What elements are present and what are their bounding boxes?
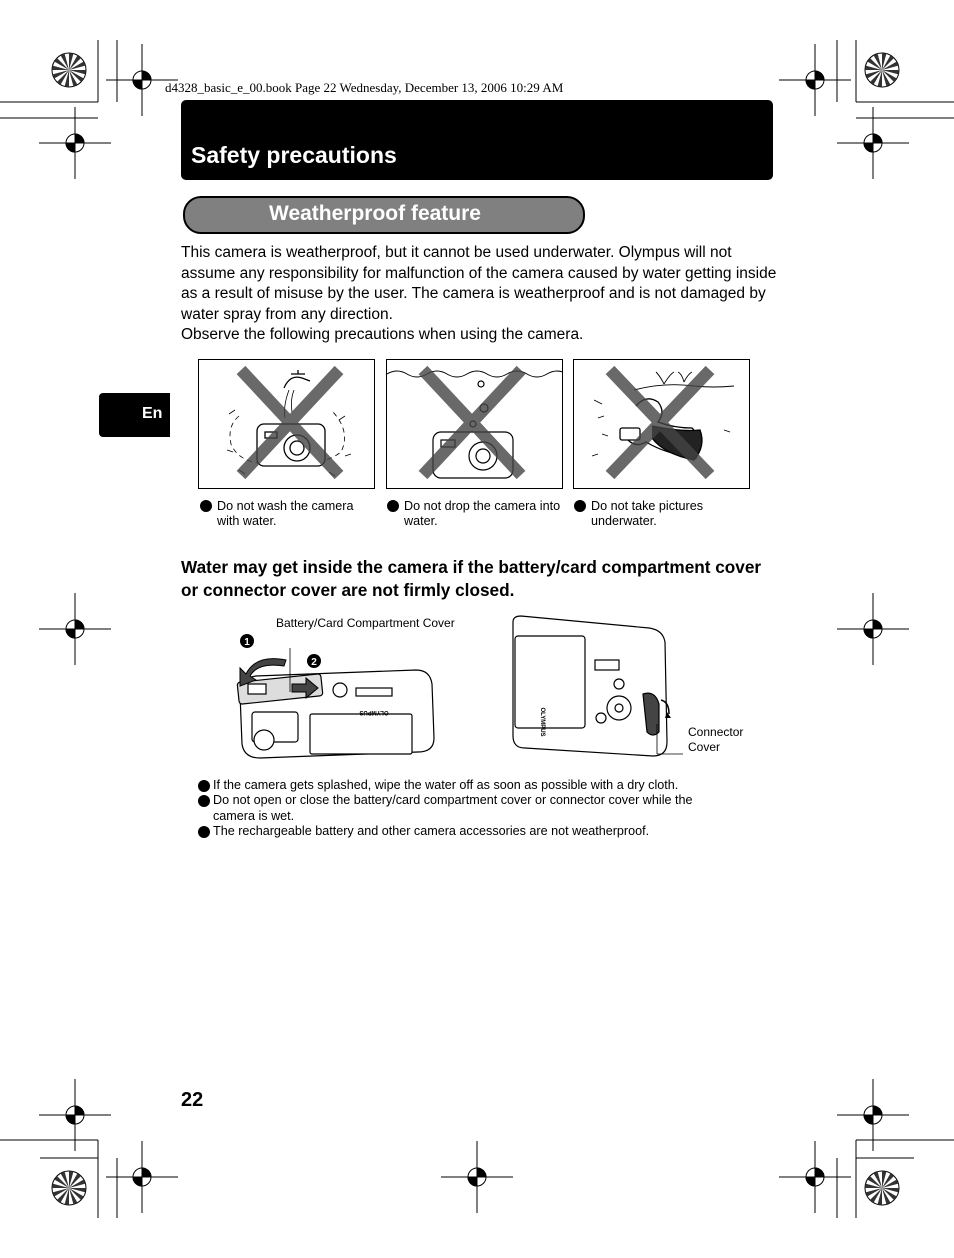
starburst-mark — [52, 1171, 86, 1205]
connector-cover-label-line2: Cover — [688, 740, 721, 754]
brand-logo-side: OLYMPUS — [539, 707, 545, 737]
connector-cover-label — [688, 725, 743, 755]
bullet-dot — [200, 500, 212, 512]
step-2-marker: 2 — [311, 657, 317, 668]
bullet-text: If the camera gets splashed, wipe the water off as soon as possible with a dry cloth. — [213, 778, 679, 792]
bullet-dot — [574, 500, 586, 512]
section-title: Safety precautions — [191, 142, 397, 168]
intro-text — [181, 243, 781, 346]
bullet-dot — [387, 500, 399, 512]
language-tab — [99, 393, 170, 437]
illustration-underwater-photo — [573, 359, 750, 489]
crosshair-mark — [39, 593, 111, 665]
bullet-text: The rechargeable battery and other camera accessories are not weatherproof. — [213, 824, 650, 838]
warning-heading: Water may get inside the camera if the battery/card compartment cover or connector cover are not firmly closed. — [181, 557, 762, 600]
battery-cover-label: Battery/Card Compartment Cover — [276, 616, 455, 630]
starburst-mark — [52, 53, 86, 87]
print-file-header: d4328_basic_e_00.book Page 22 Wednesday, December 13, 2006 10:29 AM — [165, 80, 564, 95]
caption-underwater-text: Do not take pictures underwater. — [591, 499, 704, 528]
subsection-title-pill — [183, 196, 585, 234]
language-tab-label: En — [142, 405, 163, 422]
starburst-mark — [865, 53, 899, 87]
caption-drop-text: Do not drop the camera into water. — [404, 499, 561, 528]
intro-paragraph-1: This camera is weatherproof, but it cannot be used underwater. Olympus will not assume any responsibility for malfunction of the camera caused by water getting inside as a result of misuse by the user. The camera is weatherproof and is not damaged by water spray from any direction. — [181, 244, 777, 323]
connector-cover-diagram — [505, 614, 685, 764]
starburst-mark — [865, 1171, 899, 1205]
caption-wash-text: Do not wash the camera with water. — [217, 499, 354, 528]
bullet-dot — [198, 780, 210, 792]
section-title-bar — [181, 100, 773, 180]
brand-logo-back: OLYMPUS — [359, 709, 389, 715]
illustration-drop-camera — [386, 359, 563, 489]
step-1-marker: 1 — [244, 637, 250, 648]
crosshair-mark — [779, 44, 851, 116]
connector-cover-label-line1: Connector — [688, 725, 744, 739]
intro-paragraph-2: Observe the following precautions when using the camera. — [181, 326, 584, 344]
battery-cover-diagram — [228, 632, 438, 762]
crosshair-mark — [441, 1141, 513, 1213]
crosshair-mark — [837, 593, 909, 665]
illustration-wash-camera — [198, 359, 375, 489]
bullet-text: Do not open or close the battery/card compartment cover or connector cover while the camera is wet. — [213, 793, 693, 823]
crosshair-mark — [779, 1141, 851, 1213]
page-number: 22 — [181, 1089, 204, 1111]
bullet-dot — [198, 795, 210, 807]
bullet-dot — [198, 826, 210, 838]
subsection-title: Weatherproof feature — [269, 202, 481, 225]
